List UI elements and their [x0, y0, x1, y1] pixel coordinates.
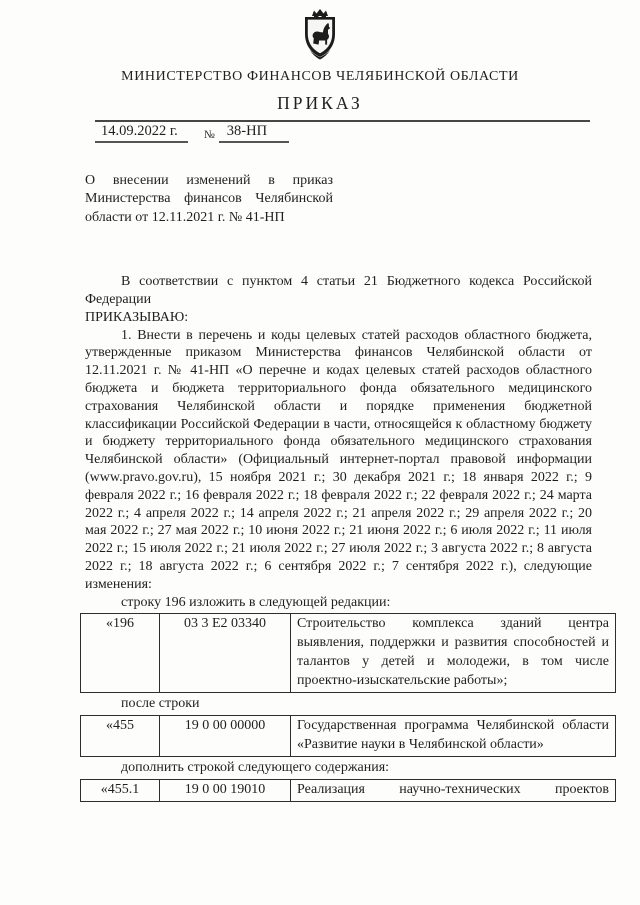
table-row	[81, 779, 616, 801]
item-1-paragraph: 1. Внести в перечень и коды целевых статей расходов областного бюджета, утвержденные приказом Министерства финансов Челябинской области от 12.11.2021 г. № 41-НП «О перечне и кодах целевых статей расходов областного бюджета и бюджета территориального фонда обязательного медицинского страхования Челябинской области и порядке применения бюджетной классификации Российской Федерации в части, относящейся к областному бюджету и бюджету территориального фонда обязательного медицинского страхования Челябинской области» (Официальный интернет-портал правовой информации (www.pravo.gov.ru), 15 ноября 2021 г.; 30 декабря 2021 г.; 18 января 2022 г.; 9 февраля 2022 г.; 16 февраля 2022 г.; 18 февраля 2022 г.; 22 февраля 2022 г.; 24 марта 2022 г.; 4 апреля 2022 г.; 14 апреля 2022 г.; 21 апреля 2022 г.; 29 апреля 2022 г.; 20 мая 2022 г.; 27 мая 2022 г.; 10 июня 2022 г.; 21 июня 2022 г.; 6 июля 2022 г.; 11 июля 2022 г.; 15 июля 2022 г.; 21 июля 2022 г.; 27 июля 2022 г.; 3 августа 2022 г.; 8 августа 2022 г.; 18 августа 2022 г.; 6 сентября 2022 г.; 7 сентября 2022 г.), следующие изменения:	[85, 327, 592, 592]
row-number-cell: «455.1	[81, 779, 160, 801]
table-row	[81, 716, 616, 757]
order-date: 14.09.2022 г.	[95, 123, 188, 143]
budget-code-cell: 19 0 00 00000	[160, 716, 291, 757]
description-cell: Строительство комплекса зданий центра выявления, поддержки и развития способностей и талантов у детей и молодежи, в том числе проектно-изыскательские работы»;	[291, 614, 616, 693]
amendment-table-row455-1	[80, 779, 616, 802]
document-title: ПРИКАЗ	[277, 93, 363, 113]
amendment-table-row455	[80, 715, 616, 757]
amendment-label-after-row: после строки	[121, 696, 200, 712]
order-word: ПРИКАЗЫВАЮ:	[85, 309, 189, 325]
date-number-row	[95, 122, 590, 143]
order-number: 38-НП	[219, 123, 289, 143]
row-number-cell: «196	[81, 614, 160, 693]
budget-code-cell: 03 3 Е2 03340	[160, 614, 291, 693]
table-row	[81, 614, 616, 693]
number-sign: №	[203, 129, 215, 141]
amendment-table-row196	[80, 613, 616, 693]
row-number-cell: «455	[81, 716, 160, 757]
amendment-label-add-row: дополнить строкой следующего содержания:	[121, 760, 390, 776]
amendment-label-row196: строку 196 изложить в следующей редакции:	[121, 594, 391, 610]
ministry-name: МИНИСТЕРСТВО ФИНАНСОВ ЧЕЛЯБИНСКОЙ ОБЛАСТИ	[121, 69, 519, 84]
description-cell: Государственная программа Челябинской области «Развитие науки в Челябинской области»	[291, 716, 616, 757]
description-cell: Реализация научно-технических проектов	[291, 779, 616, 801]
chelyabinsk-oblast-coat-of-arms-icon	[297, 8, 343, 64]
intro-paragraph: В соответствии с пунктом 4 статьи 21 Бюджетного кодекса Российской Федерации	[85, 274, 592, 308]
header-rule	[95, 120, 590, 143]
budget-code-cell: 19 0 00 19010	[160, 779, 291, 801]
order-body	[85, 273, 609, 802]
order-subject: О внесении изменений в приказ Министерства финансов Челябинской области от 12.11.2021 г. № 41-НП	[85, 173, 333, 225]
